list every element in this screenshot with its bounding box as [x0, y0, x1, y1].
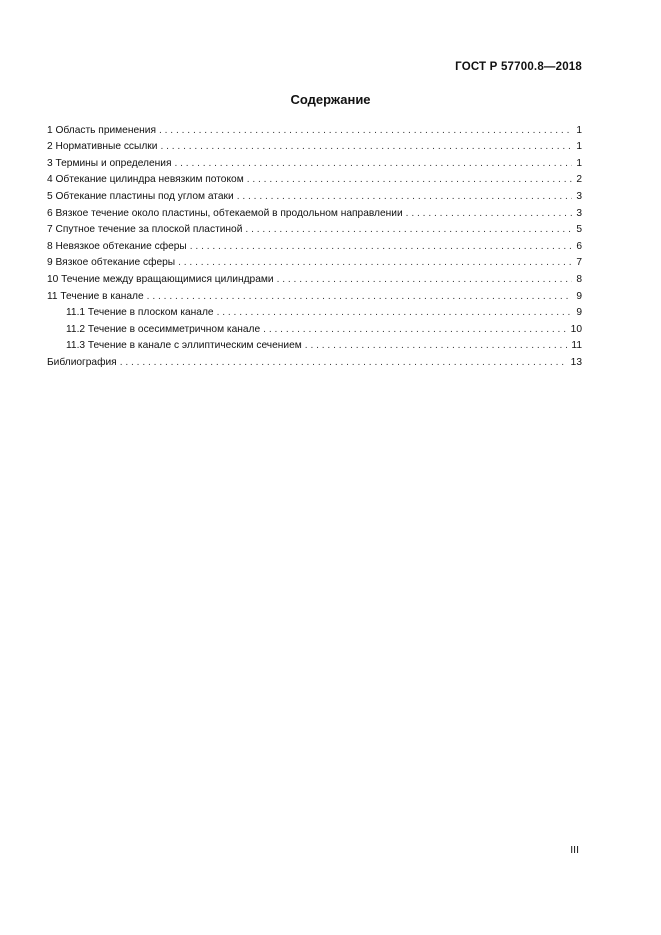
toc-entry-page: 2: [576, 174, 582, 186]
dot-leader: [160, 141, 572, 153]
document-code: ГОСТ Р 57700.8—2018: [455, 61, 582, 73]
dot-leader: [277, 274, 573, 286]
toc-entry[interactable]: [47, 170, 582, 187]
toc-entry-label: 4 Обтекание цилиндра невязким потоком: [47, 174, 244, 186]
toc-entry-label: 5 Обтекание пластины под углом атаки: [47, 190, 234, 202]
toc-entry[interactable]: [47, 153, 582, 170]
dot-leader: [159, 125, 572, 137]
toc-entry[interactable]: [47, 137, 582, 154]
dot-leader: [120, 357, 567, 369]
toc-entry[interactable]: [47, 269, 582, 286]
dot-leader: [237, 191, 573, 203]
toc-entry-label: 11.2 Течение в осесимметричном канале: [66, 323, 261, 335]
toc-entry-page: 7: [576, 257, 582, 269]
toc-entry[interactable]: [47, 203, 582, 220]
toc-entry-label: 11 Течение в канале: [47, 290, 144, 302]
dot-leader: [178, 257, 572, 269]
toc-entry-label: 10 Течение между вращающимися цилиндрами: [47, 273, 274, 285]
toc-entry[interactable]: [47, 220, 582, 237]
toc-entry-page: 11: [571, 340, 582, 352]
toc-entry-page: 5: [576, 224, 582, 236]
toc-entry[interactable]: [47, 236, 582, 253]
toc-entry-label: 8 Невязкое обтекание сферы: [47, 240, 187, 252]
toc-entry[interactable]: [47, 186, 582, 203]
toc-entry-label: 11.1 Течение в плоском канале: [66, 307, 214, 319]
toc-entry-page: 1: [576, 141, 582, 153]
toc-subentry[interactable]: [47, 303, 582, 320]
toc-subentry[interactable]: [47, 336, 582, 353]
dot-leader: [174, 158, 572, 170]
dot-leader: [217, 307, 573, 319]
toc-entry-label: 2 Нормативные ссылки: [47, 141, 158, 153]
toc-entry[interactable]: [47, 286, 582, 303]
table-of-contents: [47, 120, 582, 369]
toc-subentry[interactable]: [47, 319, 582, 336]
toc-entry-label: 6 Вязкое течение около пластины, обтекаемой в продольном направлении: [47, 207, 403, 219]
toc-entry-page: 3: [576, 190, 582, 202]
dot-leader: [190, 241, 573, 253]
toc-entry-page: 9: [576, 307, 582, 319]
toc-entry-label: 3 Термины и определения: [47, 157, 172, 169]
toc-entry-label: Библиография: [47, 356, 117, 368]
page-title: Содержание: [290, 92, 371, 107]
toc-entry-page: 13: [570, 356, 582, 368]
dot-leader: [147, 291, 573, 303]
dot-leader: [263, 324, 566, 336]
dot-leader: [247, 174, 573, 186]
toc-entry-page: 9: [576, 290, 582, 302]
dot-leader: [305, 340, 568, 352]
toc-entry[interactable]: [47, 120, 582, 137]
toc-entry-page: 1: [576, 124, 582, 136]
dot-leader: [245, 224, 572, 236]
toc-entry[interactable]: [47, 352, 582, 369]
toc-entry-page: 10: [570, 323, 582, 335]
toc-entry-page: 6: [576, 240, 582, 252]
toc-entry-label: 7 Спутное течение за плоской пластиной: [47, 224, 243, 236]
toc-entry-label: 11.3 Течение в канале с эллиптическим сечением: [66, 340, 302, 352]
toc-entry-label: 9 Вязкое обтекание сферы: [47, 257, 176, 269]
toc-entry-label: 1 Область применения: [47, 124, 156, 136]
toc-entry[interactable]: [47, 253, 582, 270]
toc-entry-page: 8: [576, 273, 582, 285]
dot-leader: [406, 208, 573, 220]
page-number: III: [570, 844, 579, 856]
toc-entry-page: 1: [576, 157, 582, 169]
toc-entry-page: 3: [576, 207, 582, 219]
